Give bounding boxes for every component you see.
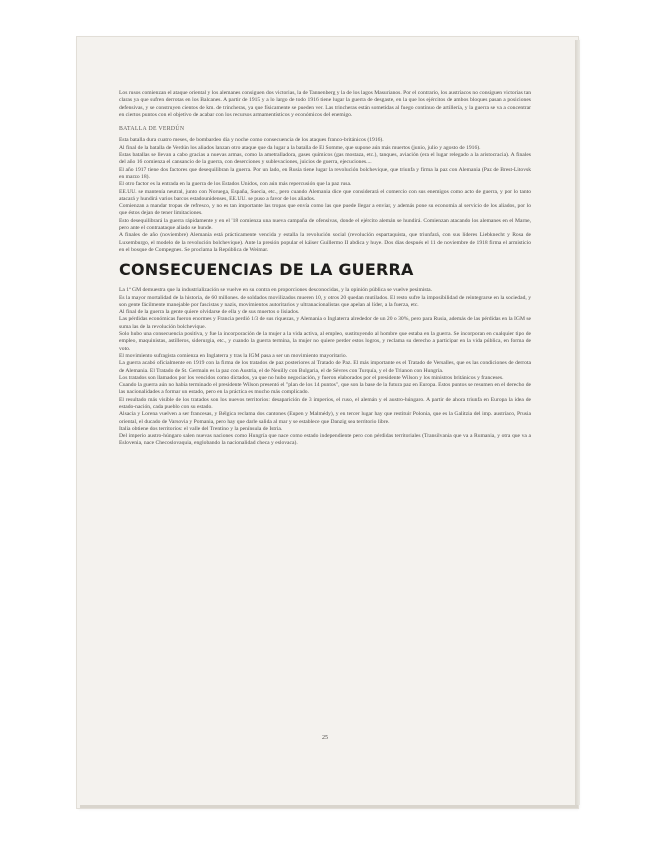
verdun-paragraph: A finales de año (noviembre) Alemania está prácticamente vencida y estalla la revolución social (revolución espartaquista, que triunfará, con sus líderes Liebknecht y Rosa de Luxemburgo, el modelo de la revolución bolchevique). Ante la presión popular el káiser Guillermo II abdica y huye. Dos días después el 11 de noviembre de 1918 firma el armisticio en el bosque de Compegnes. Se proclama la República de Weimar.: [119, 232, 531, 253]
consecuencias-paragraph: La 1ª GM demuestra que la industrialización se vuelve en su contra en proporciones desconocidas, y la opinión pública se vuelve pesimista.: [119, 287, 432, 294]
consecuencias-paragraph: Solo hubo una consecuencia positiva, y fue la incorporación de la mujer a la vida activa, al empleo, sustituyendo al hombre que estaba en la guerra. Se incorporan en cualquier tipo de empleo, maquinistas, astilleros, siderurgia, etc., y cuando la guerra termina, la mujer no quiere perder estos logros, y reclama su derecho a participar en la vida pública, en forma de voto.: [119, 331, 531, 352]
page-content: [119, 90, 531, 448]
verdun-paragraph: EE.UU. se mantenía neutral, junto con Noruega, España, Suecia, etc., pero cuando Alemania dice que considerará el comercio con sus enemigos como acto de guerra, y por lo tanto atacará y hundirá varios barcos estadounidenses, EE.UU. se puso a favor de los aliados.: [119, 188, 531, 202]
consecuencias-paragraph: Del imperio austro-húngaro salen nuevas naciones como Hungría que nace como estado independiente pero con pérdidas territoriales (Transilvania que va a Rumania, y otra que va a Eslovenia, nace Checoslovaquia, englobando la nacionalidad checa y eslovaca).: [119, 433, 531, 447]
paper-edge: [575, 40, 580, 805]
consecuencias-paragraph: Al final de la guerra la gente quiere olvidarse de ella y de sus muertos o lisiados.: [119, 309, 300, 316]
consecuencias-paragraph: La guerra acabó oficialmente en 1919 con la firma de los tratados de paz posteriores al Tratado de Paz. El más importante es el Tratado de Versalles, que es las condiciones de derrota de Alemania. El Tratado de St. Germain es la paz con Austria, el de Neuilly con Bulgaria, el de Sèvres con Turquía, y el de Trianon con Hungría.: [119, 360, 531, 374]
consecuencias-paragraph: Alsacia y Lorena vuelven a ser francesas, y Bélgica reclama dos cantones (Eupen y Malmédy), y en tercer lugar hay que restituir Polonia, que es la Galitzia del imp. austríaco, Prusia oriental, el ducado de Varsovia y Pomania, pero hay que darle salida al mar y se establece que Danzig sea territorio libre.: [119, 411, 531, 425]
verdun-paragraph: El año 1917 tiene dos factores que desequilibran la guerra. Por un lado, en Rusia tiene lugar la revolución bolchevique, que triunfa y firma la paz con Alemania (Paz de Brest-Litovsk en marzo 18).: [119, 166, 531, 180]
page-number: 25: [322, 735, 328, 741]
verdun-heading: BATALLA DE VERDÚN: [119, 126, 185, 133]
consecuencias-paragraph: El resultado más visible de los tratados son los nuevos territorios: desaparición de 3 imperios, el ruso, el alemán y el austro-húngaro. A partir de ahora triunfa en Europa la idea de estado-nación, cada pueblo con su estado.: [119, 396, 531, 410]
verdun-section: [119, 137, 531, 254]
verdun-paragraph: Esto desequilibrará la guerra rápidamente y en el '18 comienza una nueva campaña de ofensivas, donde el ejército alemán se hundirá. Comienzan atacando los alemanes en el Marne, pero ante el contraataque aliado se hunde.: [119, 217, 531, 232]
paper-edge-bottom: [80, 805, 578, 808]
verdun-paragraph: Al final de la batalla de Verdún los aliados lanzan otro ataque que da lugar a la batalla de El Somme, que supone aún más muertos (junio, julio y agosto de 1916).: [119, 144, 481, 151]
consecuencias-paragraph: Es la mayor mortalidad de la historia, de 60 millones. de soldados movilizados mueren 10, y otros 20 quedan mutilados. El resto sufre la imposibilidad de reintegrarse en la sociedad, y son gente fácilmente manejable por fascistas y nazis, movimientos autoritarios y ultranacionalistas que apelan al líder, a la fuerza, etc.: [119, 294, 531, 308]
consecuencias-section: [119, 287, 531, 448]
verdun-paragraph: El otro factor es la entrada en la guerra de los Estados Unidos, con aún más repercusión que la paz rusa.: [119, 181, 352, 188]
consecuencias-heading: CONSECUENCIAS DE LA GUERRA: [119, 260, 414, 280]
consecuencias-paragraph: Los tratados son llamados por los vencidos como dictados, ya que no hubo negociación, y fueron elaborados por el presidente Wilson y los ministros británicos y franceses.: [119, 374, 504, 381]
verdun-paragraph: Estas batallas se llevan a cabo gracias a nuevas armas, como la ametralladora, gases químicos (gas mostaza, etc.), tanques, aviación (era el lugar relegado a la aristocracia). A finales del año 16 comienza el cansancio de la guerra, con deserciones y sublevaciones, juicios de guerra, ejecuciones....: [119, 152, 531, 166]
consecuencias-paragraph: El movimiento sufragista comienza en Inglaterra y tras la IGM pasa a ser un movimiento mayoritario.: [119, 352, 348, 359]
consecuencias-paragraph: Las pérdidas económicas fueron enormes y Francia perdió 1/3 de sus riquezas, y Alemania o Inglaterra alrededor de un 20 o 30%, pero para Rusia, además de las pérdidas en la IGM se suma las de la revolución bolchevique.: [119, 316, 531, 330]
consecuencias-paragraph: Italia obtiene dos territorios: el valle del Trentino y la península de Istria.: [119, 425, 283, 432]
consecuencias-paragraph: Cuando la guerra aún no había terminado el presidente Wilson presentó el "plan de los 14 puntos", que son la base de la futura paz en Europa. Estos puntos se resumen en el derecho de las nacionalidades a formar un estado, pero en la práctica es mucho más complicado.: [119, 382, 531, 396]
verdun-paragraph: Comienzan a mandar tropas de refresco, y no es tan importante las tropas que envía como las que puede llegar a enviar, y además pone su economía al servicio de los aliados, por lo que éstos dejan de tener limitaciones.: [119, 203, 531, 217]
verdun-paragraph: Esta batalla dura cuatro meses, de bombardeo día y noche como consecuencia de los ataques franco-británicos (1916).: [119, 137, 384, 144]
intro-paragraph: Los rusos comienzan el ataque oriental y los alemanes consiguen dos victorias, la de Tannenberg y la de los lagos Masurianos. Por el contrario, los austríacos no consiguen victorias tan claras ya que sufren derrotas en los Balcanes. A partir de 1915 y a lo largo de todo 1916 tiene lugar la guerra de desgaste, en la que los ejércitos de ambos bloques pasan a posiciones defensivas, y se construyen cientos de km. de trincheras, ya que físicamente se pueden ver. Las trincheras están sometidas al fuego continuo de artillería, y la guerra se va a concentrar en ciertos puntos con el objetivo de acabar con los recursos armamentísticos y económicos del enemigo.: [119, 90, 531, 118]
